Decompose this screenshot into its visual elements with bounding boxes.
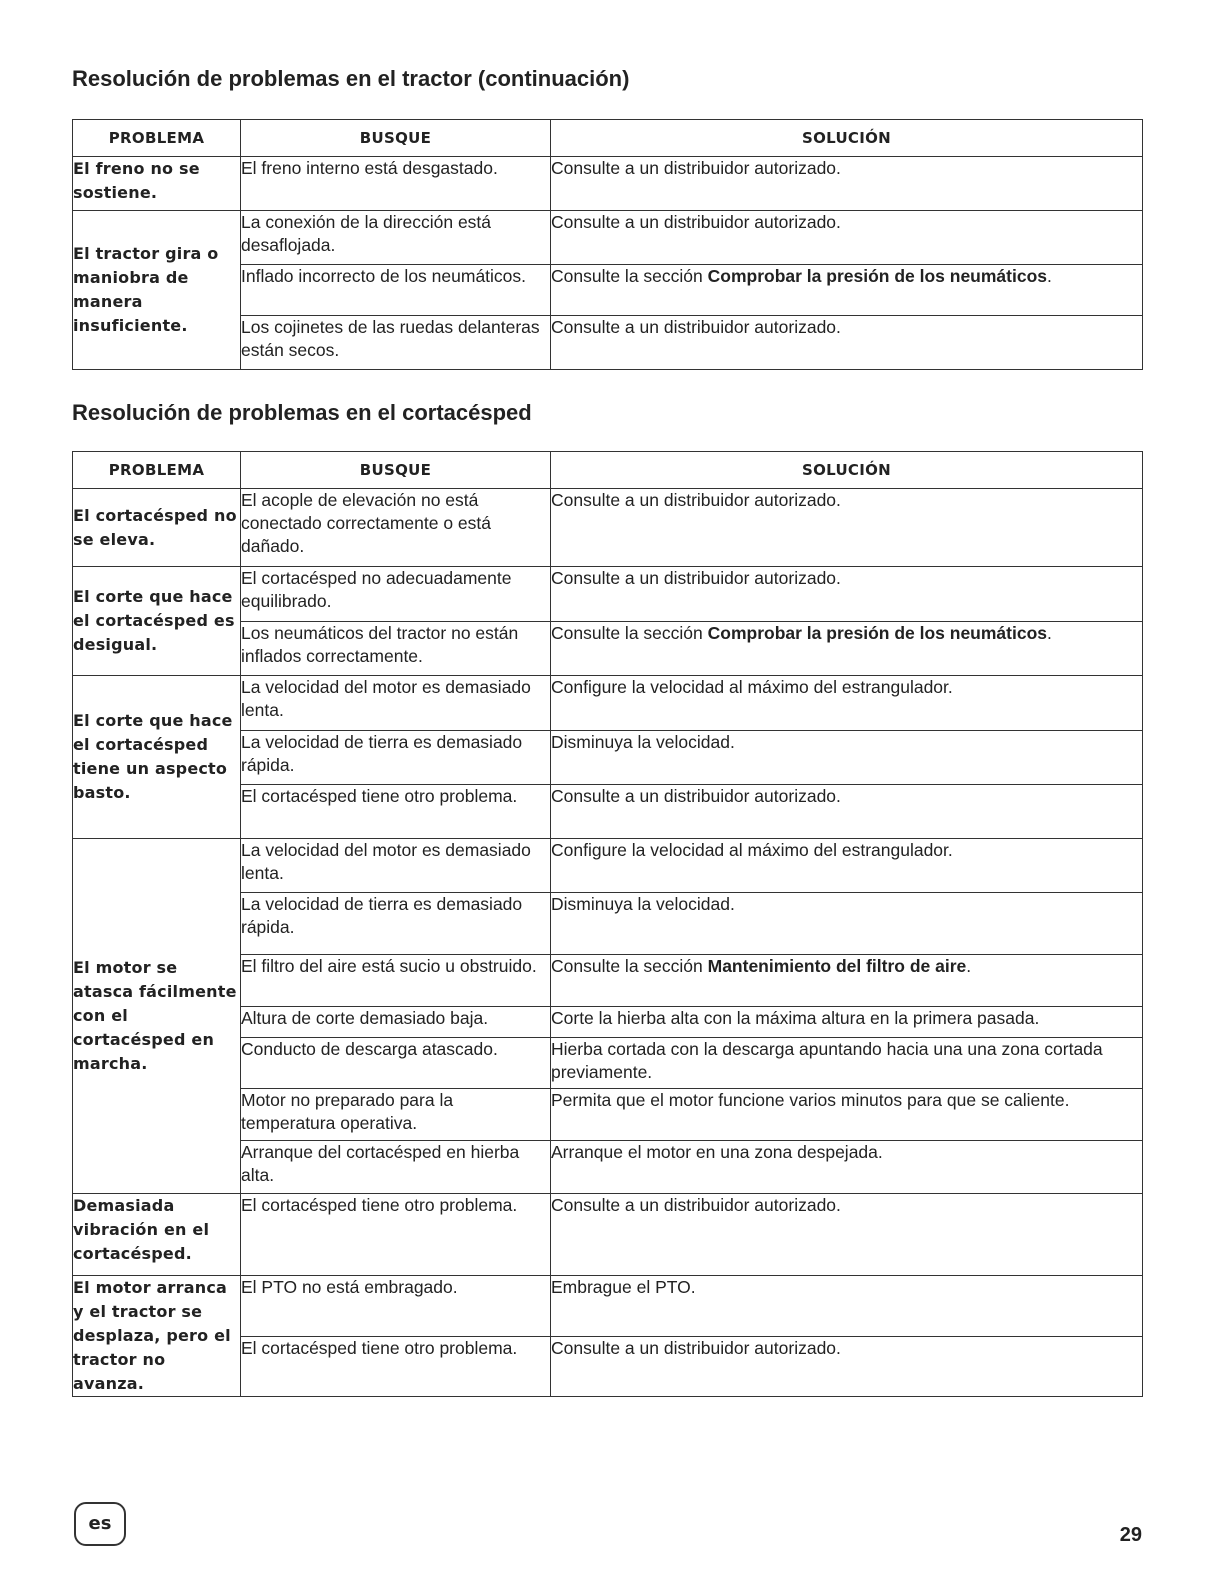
problem-cell: El corte que hace el cortacésped tiene un aspecto basto. [73,676,241,839]
cause-cell: La velocidad de tierra es demasiado rápida. [241,893,551,955]
problem-cell: Demasiada vibración en el cortacésped. [73,1194,241,1276]
language-badge: es [74,1502,126,1546]
solution-cell: Arranque el motor en una zona despejada. [551,1141,1143,1194]
cause-cell: El PTO no está embragado. [241,1276,551,1337]
mower-section-title: Resolución de problemas en el cortacésped [72,400,532,425]
tractor-troubleshooting-table [72,119,1143,370]
solution-cell: Consulte a un distribuidor autorizado. [551,211,1143,265]
table-row [73,567,1143,622]
solution-text: . [966,956,972,976]
table-row [73,157,1143,211]
solution-text: Consulte la sección [551,623,708,643]
problem-cell: El motor se atasca fácilmente con el cortacésped en marcha. [73,839,241,1194]
solution-reference: Mantenimiento del filtro de aire [707,956,967,976]
cause-cell: El freno interno está desgastado. [241,157,551,211]
solution-cell: Consulte a un distribuidor autorizado. [551,567,1143,622]
cause-cell: El cortacésped tiene otro problema. [241,1337,551,1397]
problem-cell: El tractor gira o maniobra de manera insuficiente. [73,211,241,370]
header-solucion: SOLUCIÓN [551,120,1143,157]
cause-cell: La velocidad del motor es demasiado lenta. [241,839,551,893]
cause-cell: El cortacésped no adecuadamente equilibrado. [241,567,551,622]
table-row [73,1276,1143,1337]
cause-cell: Altura de corte demasiado baja. [241,1007,551,1038]
solution-cell: Consulte a un distribuidor autorizado. [551,157,1143,211]
page-number: 29 [1119,1524,1142,1546]
solution-cell: Consulte a un distribuidor autorizado. [551,489,1143,567]
table-row [73,489,1143,567]
solution-text: . [1047,266,1052,286]
cause-cell: Conducto de descarga atascado. [241,1038,551,1089]
header-busque: BUSQUE [241,120,551,157]
cause-cell: La velocidad de tierra es demasiado rápida. [241,731,551,785]
solution-cell: Corte la hierba alta con la máxima altura en la primera pasada. [551,1007,1143,1038]
table-row [73,211,1143,265]
solution-cell: Configure la velocidad al máximo del estrangulador. [551,839,1143,893]
tractor-section-title: Resolución de problemas en el tractor (continuación) [72,66,630,91]
mower-troubleshooting-table [72,451,1143,1397]
solution-cell: Embrague el PTO. [551,1276,1143,1337]
solution-text: Consulte la sección [551,956,708,976]
solution-cell: Permita que el motor funcione varios minutos para que se caliente. [551,1089,1143,1141]
cause-cell: El filtro del aire está sucio u obstruido. [241,955,551,1007]
cause-cell: Los neumáticos del tractor no están inflados correctamente. [241,622,551,676]
solution-cell: Disminuya la velocidad. [551,731,1143,785]
header-problema: PROBLEMA [73,120,241,157]
problem-cell: El freno no se sostiene. [73,157,241,211]
solution-reference: Comprobar la presión de los neumáticos [707,266,1048,286]
cause-cell: Arranque del cortacésped en hierba alta. [241,1141,551,1194]
solution-cell: Disminuya la velocidad. [551,893,1143,955]
solution-reference: Comprobar la presión de los neumáticos [707,623,1048,643]
solution-cell: Configure la velocidad al máximo del estrangulador. [551,676,1143,731]
table-row [73,1194,1143,1276]
cause-cell: El cortacésped tiene otro problema. [241,785,551,839]
solution-cell: Consulte a un distribuidor autorizado. [551,1194,1143,1276]
cause-cell: El cortacésped tiene otro problema. [241,1194,551,1276]
cause-cell: Inflado incorrecto de los neumáticos. [241,265,551,316]
header-problema: PROBLEMA [73,452,241,489]
solution-cell: Consulte a un distribuidor autorizado. [551,785,1143,839]
solution-cell: Consulte a un distribuidor autorizado. [551,316,1143,370]
solution-cell [551,265,1143,316]
solution-text: Consulte la sección [551,266,708,286]
table-header-row [73,452,1143,489]
problem-cell: El motor arranca y el tractor se desplaza, pero el tractor no avanza. [73,1276,241,1397]
solution-cell: Consulte a un distribuidor autorizado. [551,1337,1143,1397]
cause-cell: La velocidad del motor es demasiado lenta. [241,676,551,731]
table-header-row [73,120,1143,157]
problem-cell: El cortacésped no se eleva. [73,489,241,567]
solution-text: . [1047,623,1052,643]
header-solucion: SOLUCIÓN [551,452,1143,489]
table-row [73,839,1143,893]
cause-cell: Motor no preparado para la temperatura operativa. [241,1089,551,1141]
problem-cell: El corte que hace el cortacésped es desigual. [73,567,241,676]
cause-cell: La conexión de la dirección está desaflojada. [241,211,551,265]
cause-cell: El acople de elevación no está conectado correctamente o está dañado. [241,489,551,567]
table-row [73,676,1143,731]
solution-cell: Hierba cortada con la descarga apuntando hacia una una zona cortada previamente. [551,1038,1143,1089]
cause-cell: Los cojinetes de las ruedas delanteras están secos. [241,316,551,370]
header-busque: BUSQUE [241,452,551,489]
solution-cell [551,622,1143,676]
solution-cell [551,955,1143,1007]
